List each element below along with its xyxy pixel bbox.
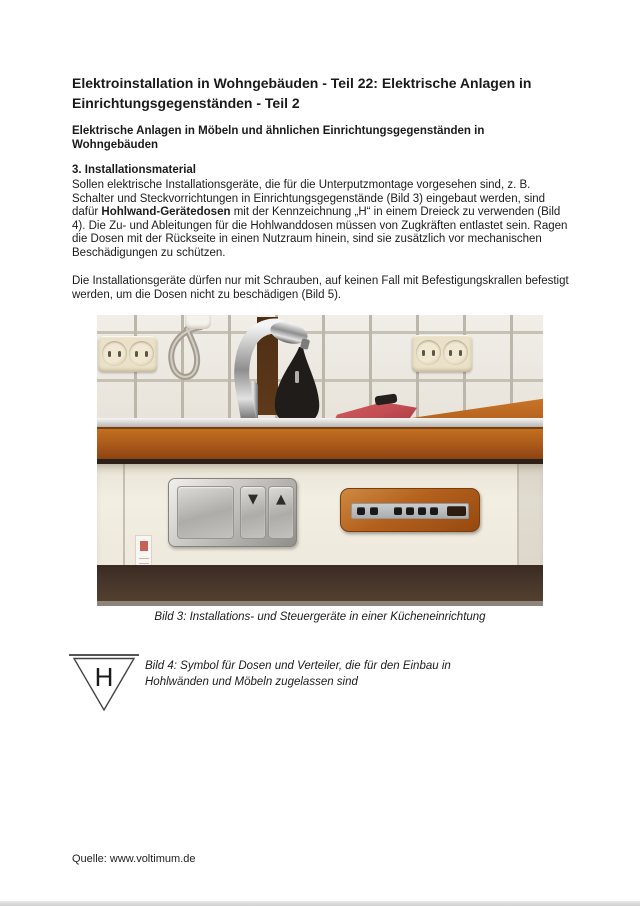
section-heading: 3. Installationsmaterial [72, 164, 196, 176]
figure-bild3-photo [97, 315, 543, 606]
sink-rim [97, 418, 543, 427]
paragraph-installationsmaterial [72, 179, 570, 260]
outlet-hole [118, 351, 121, 357]
figure-bild4-caption: Bild 4: Symbol für Dosen und Verteiler, die für den Einbau in Hohlwänden und Möbeln zugelassen sind [145, 660, 451, 688]
page-subtitle: Elektrische Anlagen in Möbeln und ähnlichen Einrichtungsgegenständen in Wohngebäuden [72, 125, 485, 151]
faucet [215, 315, 317, 431]
paragraph-text-before: Sollen elektrische Installationsgeräte, die für die Unterputzmontage vorgesehen sind, z. B. Schalter und Steckvorrichtungen in Einrichtungsgegenstände (Bild 3) eingebaut werden, sind dafür [72, 179, 546, 218]
right-power-outlet [412, 335, 472, 372]
outlet-hole [422, 350, 425, 356]
shutter-down-rocker [240, 486, 266, 539]
outlet-hole [432, 350, 435, 356]
control-display [447, 506, 466, 516]
control-button [406, 507, 414, 515]
main-rocker-switch [177, 486, 234, 539]
label-red-mark [140, 541, 148, 551]
outlet-hole [145, 351, 148, 357]
control-button [394, 507, 402, 515]
floor-strip [97, 601, 543, 606]
control-button [357, 507, 365, 515]
source-line: Quelle: www.voltimum.de [72, 853, 196, 865]
control-strip [351, 503, 469, 519]
hollow-wall-symbol [66, 649, 142, 719]
outlet-hole [135, 351, 138, 357]
outlet-socket [102, 341, 127, 366]
left-power-outlet [98, 336, 157, 372]
outlet-hole [449, 350, 452, 356]
cabinet-seam-left [123, 464, 125, 565]
figure-bild3-caption: Bild 3: Installations- und Steuergeräte in einer Kücheneinrichtung [154, 611, 486, 623]
page-title: Elektroinstallation in Wohngebäuden - Teil 22: Elektrische Anlagen in Einrichtungsgegenständen - Teil 2 [72, 75, 532, 111]
control-button [430, 507, 438, 515]
page-bottom-border [0, 901, 640, 906]
plinth [97, 565, 543, 601]
outlet-socket [443, 340, 468, 365]
down-arrow-icon: ▼ [248, 492, 258, 507]
control-button [418, 507, 426, 515]
cabinet-right-section [519, 464, 543, 565]
outlet-hole [459, 350, 462, 356]
control-button [370, 507, 378, 515]
shutter-up-rocker [268, 486, 294, 539]
countertop-edge-rail [97, 427, 543, 459]
switch-frame [168, 478, 297, 547]
outlet-socket [129, 341, 154, 366]
label-text-line [139, 558, 149, 559]
hose-holder [185, 315, 211, 329]
cabinet-seam-right [517, 464, 519, 565]
outlet-socket [416, 340, 441, 365]
outlet-hole [108, 351, 111, 357]
wood-control-panel [340, 488, 480, 532]
bold-term-hohlwand-geraetedosen: Hohlwand-Gerätedosen [101, 206, 231, 218]
paragraph-befestigung: Die Installationsgeräte dürfen nur mit Schrauben, auf keinen Fall mit Befestigungskrallen befestigt werden, um die Dosen nicht zu beschädigen (Bild 5). [72, 275, 569, 301]
up-arrow-icon: ▲ [276, 492, 286, 507]
hollow-wall-symbol-letter: H [94, 662, 114, 692]
paragraph-text-after: mit der Kennzeichnung „H“ in einem Dreieck zu verwenden (Bild 4). Die Zu- und Ableitungen für die Hohlwanddosen müssen von Zugkräften entlastet sein. Ragen die Dosen mit der Rückseite in einen Nutzraum hinein, sind sie zusätzlich vor mechanischen Beschädigungen zu schützen. [72, 206, 568, 259]
label-text-line [139, 563, 149, 564]
